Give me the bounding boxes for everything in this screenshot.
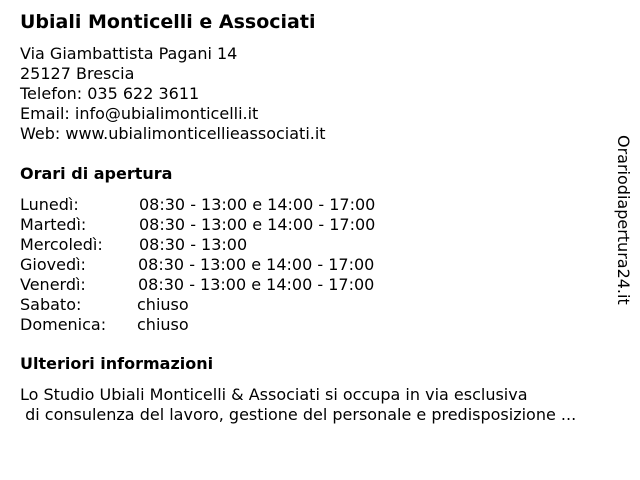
description-line: di consulenza del lavoro, gestione del personale e predisposizione ... — [20, 405, 577, 424]
phone-line: Telefon: 035 622 3611 — [20, 84, 200, 103]
description-line: Lo Studio Ubiali Monticelli & Associati si occupa in via esclusiva — [20, 385, 528, 404]
opening-hours-heading: Orari di apertura — [20, 164, 173, 183]
address-street: Via Giambattista Pagani 14 — [20, 44, 238, 63]
web-line: Web: www.ubialimonticellieassociati.it — [20, 124, 326, 143]
day-label: Lunedì: — [20, 195, 79, 214]
watermark-text — [610, 135, 636, 313]
day-hours: 08:30 - 13:00 e 14:00 - 17:00 — [138, 275, 375, 294]
day-hours: 08:30 - 13:00 e 14:00 - 17:00 — [138, 255, 375, 274]
watermark-label: Orariodiapertura24.it — [614, 135, 633, 305]
business-description — [20, 385, 576, 425]
day-label: Martedì: — [20, 215, 87, 234]
business-name: Ubiali Monticelli e Associati — [20, 11, 316, 33]
day-hours: chiuso — [137, 315, 189, 334]
day-hours: chiuso — [137, 295, 189, 314]
address-city: 25127 Brescia — [20, 64, 135, 83]
day-hours: 08:30 - 13:00 e 14:00 - 17:00 — [139, 215, 376, 234]
email-line: Email: info@ubialimonticelli.it — [20, 104, 259, 123]
day-label: Sabato: — [20, 295, 82, 314]
day-label: Venerdì: — [20, 275, 86, 294]
day-label: Domenica: — [20, 315, 107, 334]
day-hours: 08:30 - 13:00 e 14:00 - 17:00 — [139, 195, 376, 214]
day-label: Mercoledì: — [20, 235, 103, 254]
day-label: Giovedì: — [20, 255, 86, 274]
contact-block — [20, 44, 326, 144]
additional-info-heading: Ulteriori informazioni — [20, 354, 214, 373]
day-hours: 08:30 - 13:00 — [139, 235, 248, 254]
